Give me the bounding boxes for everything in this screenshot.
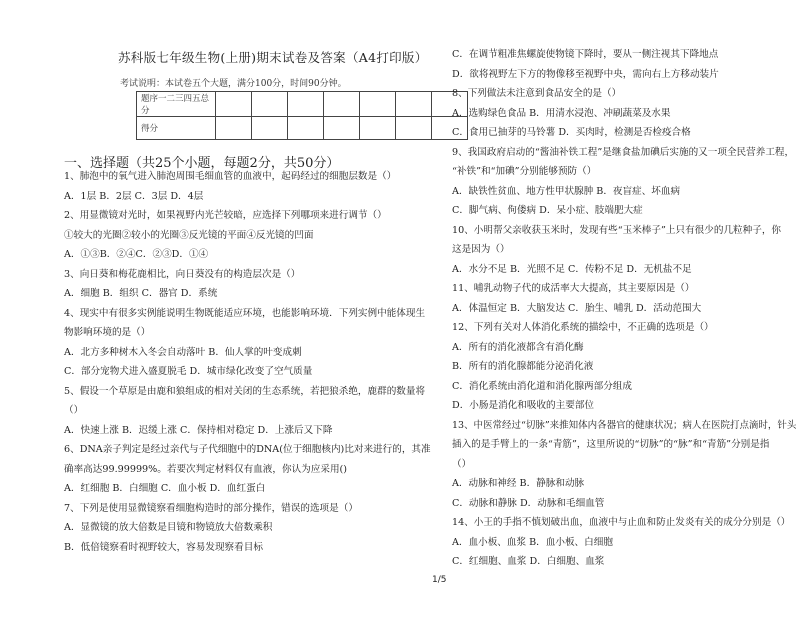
question-line: 插入的是手臂上的一条“青筋”，这里所说的“切脉”的“脉”和“青筋”分别是指 [452, 439, 770, 450]
question-line: A．1层 B．2层 C．3层 D．4层 [64, 190, 204, 202]
question-line: 确率高达99.99999%。若要次判定材料仅有血液，你认为应采用() [64, 463, 348, 475]
score-cell [360, 92, 396, 117]
question-line: 10、小明帮父亲收获玉米时，发现有些“玉米棒子”上只有很少的几粒种子，你 [452, 224, 782, 236]
score-cell [252, 92, 288, 117]
question-line: C．脚气病、佝偻病 D．呆小症、肢端肥大症 [452, 205, 643, 216]
score-table [136, 91, 468, 140]
question-line: C．动脉和静脉 D．动脉和毛细血管 [452, 497, 605, 509]
question-line: （） [64, 405, 84, 416]
question-line: D．欲将视野左下方的物像移至视野中央，需向右上方移动装片 [452, 68, 719, 80]
question-line: 2、用显微镜对光时，如果视野内光芒较暗，应选择下列哪项来进行调节（） [64, 210, 387, 221]
question-line: A．显微镜的放大倍数是目镜和物镜放大倍数乘积 [64, 522, 273, 533]
page-number: 1/5 [432, 575, 447, 585]
section-title: 一、选择题（共25个小题，每题2分，共50分） [64, 156, 340, 171]
score-cell [216, 92, 252, 117]
question-line: B．低倍镜察看时视野较大，容易发现察看目标 [64, 541, 263, 553]
question-line: C．在调节粗准焦螺旋使物镜下降时，要从一侧注视其下降地点 [452, 49, 719, 60]
question-line: 8、下列做法未注意到食品安全的是（） [452, 88, 622, 99]
score-row-label: 得分 [137, 117, 216, 140]
question-line: A．北方多种树木入冬会自动落叶 B．仙人掌的叶变成刺 [64, 346, 302, 358]
question-line: A．选购绿色食品 B．用清水浸泡、冲刷蔬菜及水果 [452, 107, 671, 119]
question-line: 11、哺乳动物子代的成活率大大提高，其主要原因是（） [452, 283, 695, 294]
question-line: C．消化系统由消化道和消化腺两部分组成 [452, 380, 633, 392]
question-line: 14、小王的手指不慎划破出血，血液中与止血和防止发炎有关的成分分别是（） [452, 517, 791, 528]
question-line: 6、DNA亲子判定是经过亲代与子代细胞中的DNA(位于细胞核内)比对来进行的，其准 [64, 444, 431, 455]
question-line: A．体温恒定 B．大脑发达 C．胎生、哺乳 D．活动范围大 [452, 302, 702, 314]
question-line: 5、假设一个草原是由鹿和狼组成的相对关闭的生态系统，若把狼杀绝，鹿群的数量将 [64, 385, 426, 397]
question-line: C．部分宠物犬进入盛夏脱毛 D．城市绿化改变了空气质量 [64, 366, 313, 377]
question-line: 13、中医常经过“切脉”来推知体内各器官的健康状况；病人在医院打点滴时，针头 [452, 419, 797, 431]
question-line: 物影响环境的是（） [64, 327, 151, 338]
question-line: 12、下列有关对人体消化系统的描绘中，不正确的选项是（） [452, 322, 714, 333]
question-line: A．血小板、血浆 B．血小板、白细胞 [452, 536, 613, 548]
question-line: A．细胞 B．组织 C．器官 D．系统 [64, 288, 218, 299]
score-table-header: 题序一二三四五总分 [137, 92, 216, 117]
question-line: ①较大的光圈②较小的光圈③反光镜的平面④反光镜的凹面 [64, 229, 314, 241]
score-cell [252, 117, 288, 140]
question-line: 3、向日葵和梅花鹿相比，向日葵没有的构造层次是（） [64, 268, 301, 280]
question-line: D．小肠是消化和吸收的主要部位 [452, 400, 595, 411]
question-line: 7、下列是使用显微镜察看细胞构造时的部分操作，错误的选项是（） [64, 502, 358, 514]
question-line: A．水分不足 B．光照不足 C．传粉不足 D．无机盐不足 [452, 263, 692, 275]
question-line: A．红细胞 B．白细胞 C．血小板 D．血红蛋白 [64, 483, 266, 494]
score-cell [324, 92, 360, 117]
question-line: C．食用已抽芽的马铃薯 D．买肉时，检测是否检疫合格 [452, 127, 691, 138]
question-line: 这是因为（） [452, 244, 510, 255]
question-line: （） [452, 458, 472, 470]
question-line: “补铁”和“加碘”分别能够预防（） [452, 166, 597, 177]
question-line: A．快速上涨 B．迟缓上涨 C．保持相对稳定 D．上涨后又下降 [64, 424, 333, 436]
question-line: A．①③B．②④C．②③D．①④ [64, 249, 209, 260]
question-line: C．红细胞、血浆 D．白细胞、血浆 [452, 556, 605, 567]
question-line: A．所有的消化液都含有消化酶 [452, 341, 584, 353]
question-line: A．动脉和神经 B．静脉和动脉 [452, 478, 585, 489]
score-cell [396, 117, 432, 140]
score-cell [324, 117, 360, 140]
score-cell [288, 117, 324, 140]
question-line: 1、肺泡中的氧气进入肺泡周围毛细血管的血液中，起码经过的细胞层数是（） [64, 171, 397, 182]
score-cell [216, 117, 252, 140]
score-cell [360, 117, 396, 140]
question-line: 9、我国政府启动的“酱油补铁工程”是继食盐加碘后实施的又一项全民营养工程， [452, 146, 795, 158]
document-title: 苏科版七年级生物(上册)期末试卷及答案（A4打印版） [118, 50, 428, 65]
question-line: B．所有的消化腺都能分泌消化液 [452, 361, 594, 372]
exam-instructions: 考试说明：本试卷五个大题，满分100分，时间90分钟。 [120, 79, 347, 89]
score-cell [288, 92, 324, 117]
score-cell [396, 92, 432, 117]
question-line: 4、现实中有很多实例能说明生物既能适应环境，也能影响环境．下列实例中能体现生 [64, 307, 426, 319]
question-line: A．缺铁性贫血、地方性甲状腺肿 B．夜盲症、坏血病 [452, 185, 681, 197]
